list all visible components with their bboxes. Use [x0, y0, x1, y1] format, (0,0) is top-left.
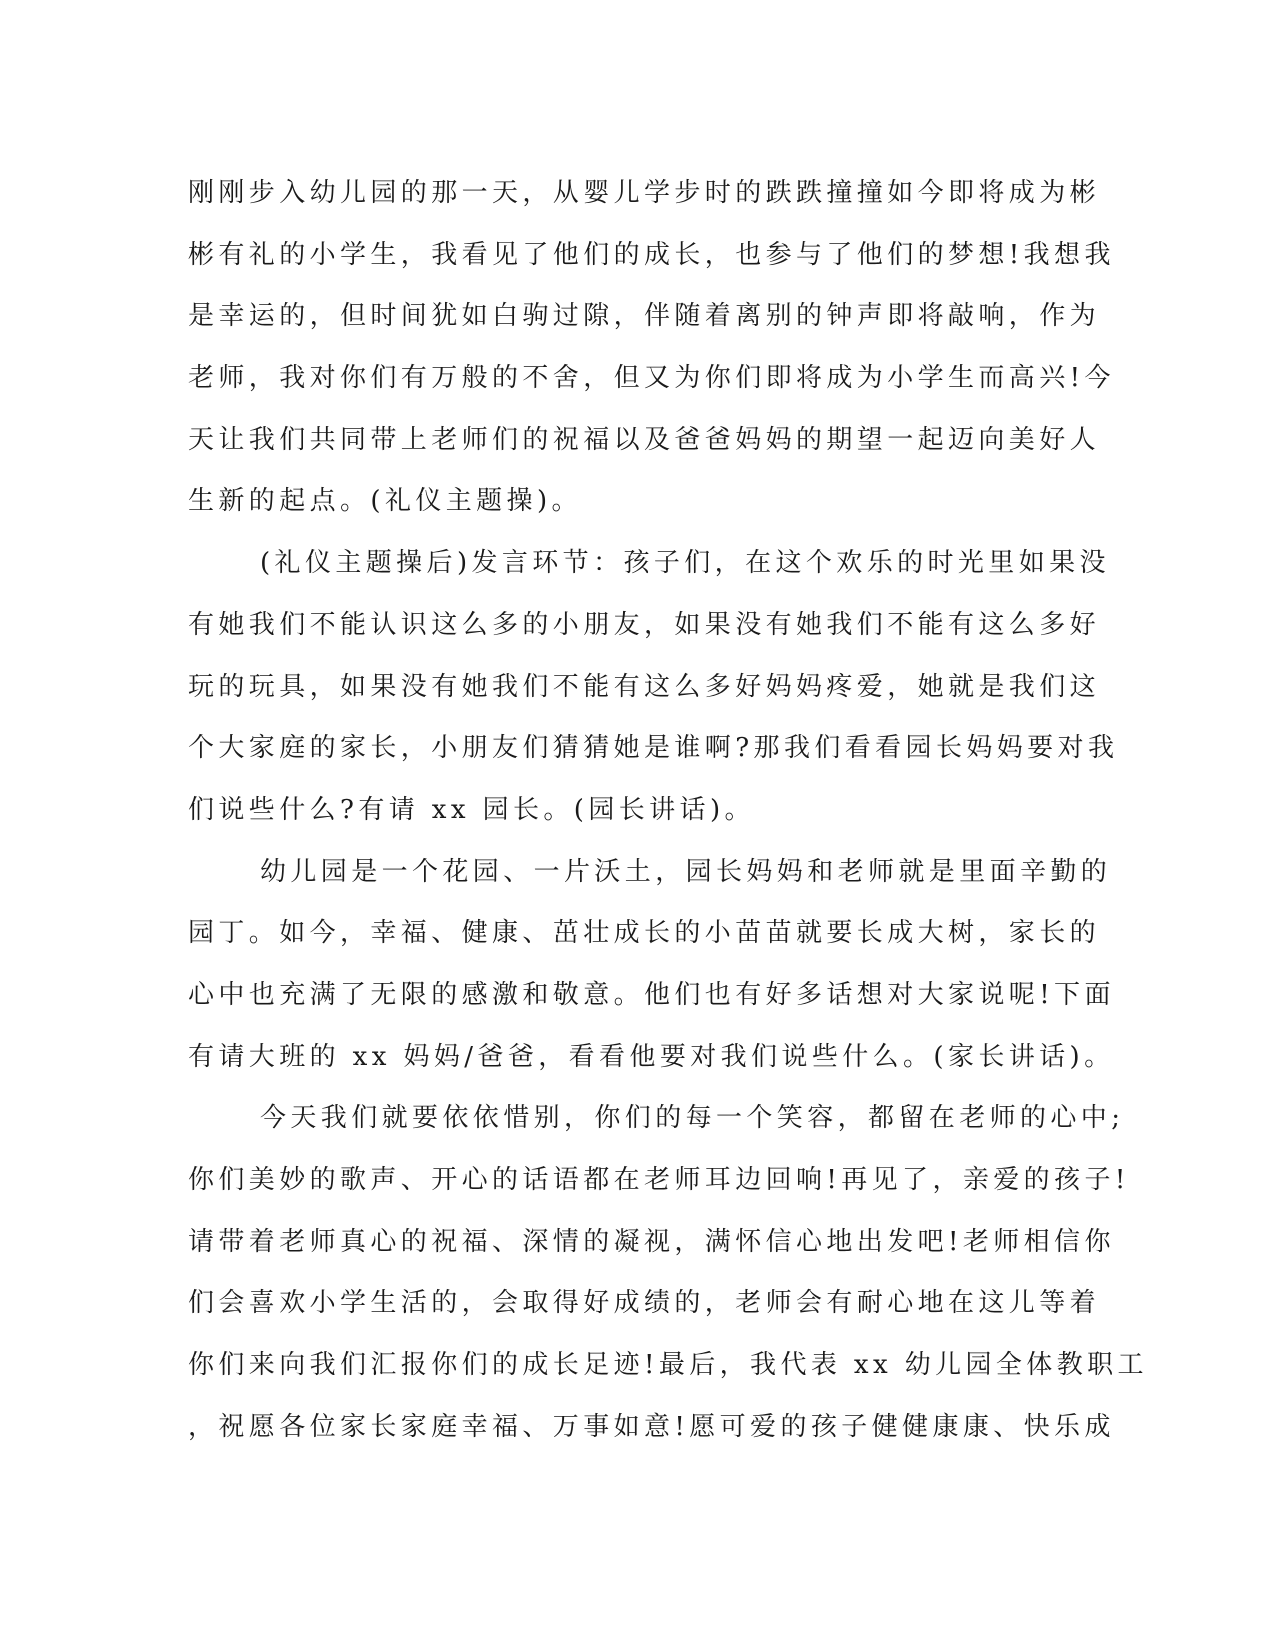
text-line: ，祝愿各位家长家庭幸福、万事如意!愿可爱的孩子健健康康、快乐成: [188, 1411, 1115, 1442]
text-line: 有她我们不能认识这么多的小朋友，如果没有她我们不能有这么多好: [188, 609, 1101, 640]
text-line: 请带着老师真心的祝福、深情的凝视，满怀信心地出发吧!老师相信你: [188, 1226, 1115, 1257]
text-line: 你们美妙的歌声、开心的话语都在老师耳边回响!再见了，亲爱的孩子!: [188, 1165, 1130, 1195]
text-line: 是幸运的，但时间犹如白驹过隙，伴随着离别的钟声即将敲响，作为: [188, 301, 1101, 332]
text-line: 园丁。如今，幸福、健康、茁壮成长的小苗苗就要长成大树，家长的: [188, 918, 1101, 949]
text-line: 个大家庭的家长，小朋友们猜猜她是谁啊?那我们看看园长妈妈要对我: [188, 733, 1119, 764]
text-line: 们会喜欢小学生活的，会取得好成绩的，老师会有耐心地在这儿等着: [188, 1288, 1101, 1319]
text-line: 老师，我对你们有万般的不舍，但又为你们即将成为小学生而高兴!今: [188, 363, 1115, 394]
text-line: 生新的起点。(礼仪主题操)。: [188, 486, 582, 517]
body-text: [188, 163, 1148, 1458]
text-line: 们说些什么?有请 xx 园长。(园长讲话)。: [188, 794, 755, 825]
paragraph-start-line: 今天我们就要依依惜别，你们的每一个笑容，都留在老师的心中;: [260, 1103, 1125, 1134]
paragraph-start-line: 幼儿园是一个花园、一片沃土，园长妈妈和老师就是里面辛勤的: [260, 856, 1112, 887]
text-line: 心中也充满了无限的感激和敬意。他们也有好多话想对大家说呢!下面: [188, 979, 1115, 1010]
text-line: 刚刚步入幼儿园的那一天，从婴儿学步时的跌跌撞撞如今即将成为彬: [188, 178, 1101, 208]
text-line: 有请大班的 xx 妈妈/爸爸，看看他要对我们说些什么。(家长讲话)。: [188, 1041, 1115, 1072]
text-line: 你们来向我们汇报你们的成长足迹!最后，我代表 xx 幼儿园全体教职工: [188, 1350, 1148, 1381]
paragraph-start-line: (礼仪主题操后)发言环节：孩子们，在这个欢乐的时光里如果没: [260, 548, 1110, 579]
text-line: 彬有礼的小学生，我看见了他们的成长，也参与了他们的梦想!我想我: [188, 239, 1115, 270]
text-line: 玩的玩具，如果没有她我们不能有这么多好妈妈疼爱，她就是我们这: [188, 671, 1101, 702]
text-line: 天让我们共同带上老师们的祝福以及爸爸妈妈的期望一起迈向美好人: [188, 424, 1101, 455]
